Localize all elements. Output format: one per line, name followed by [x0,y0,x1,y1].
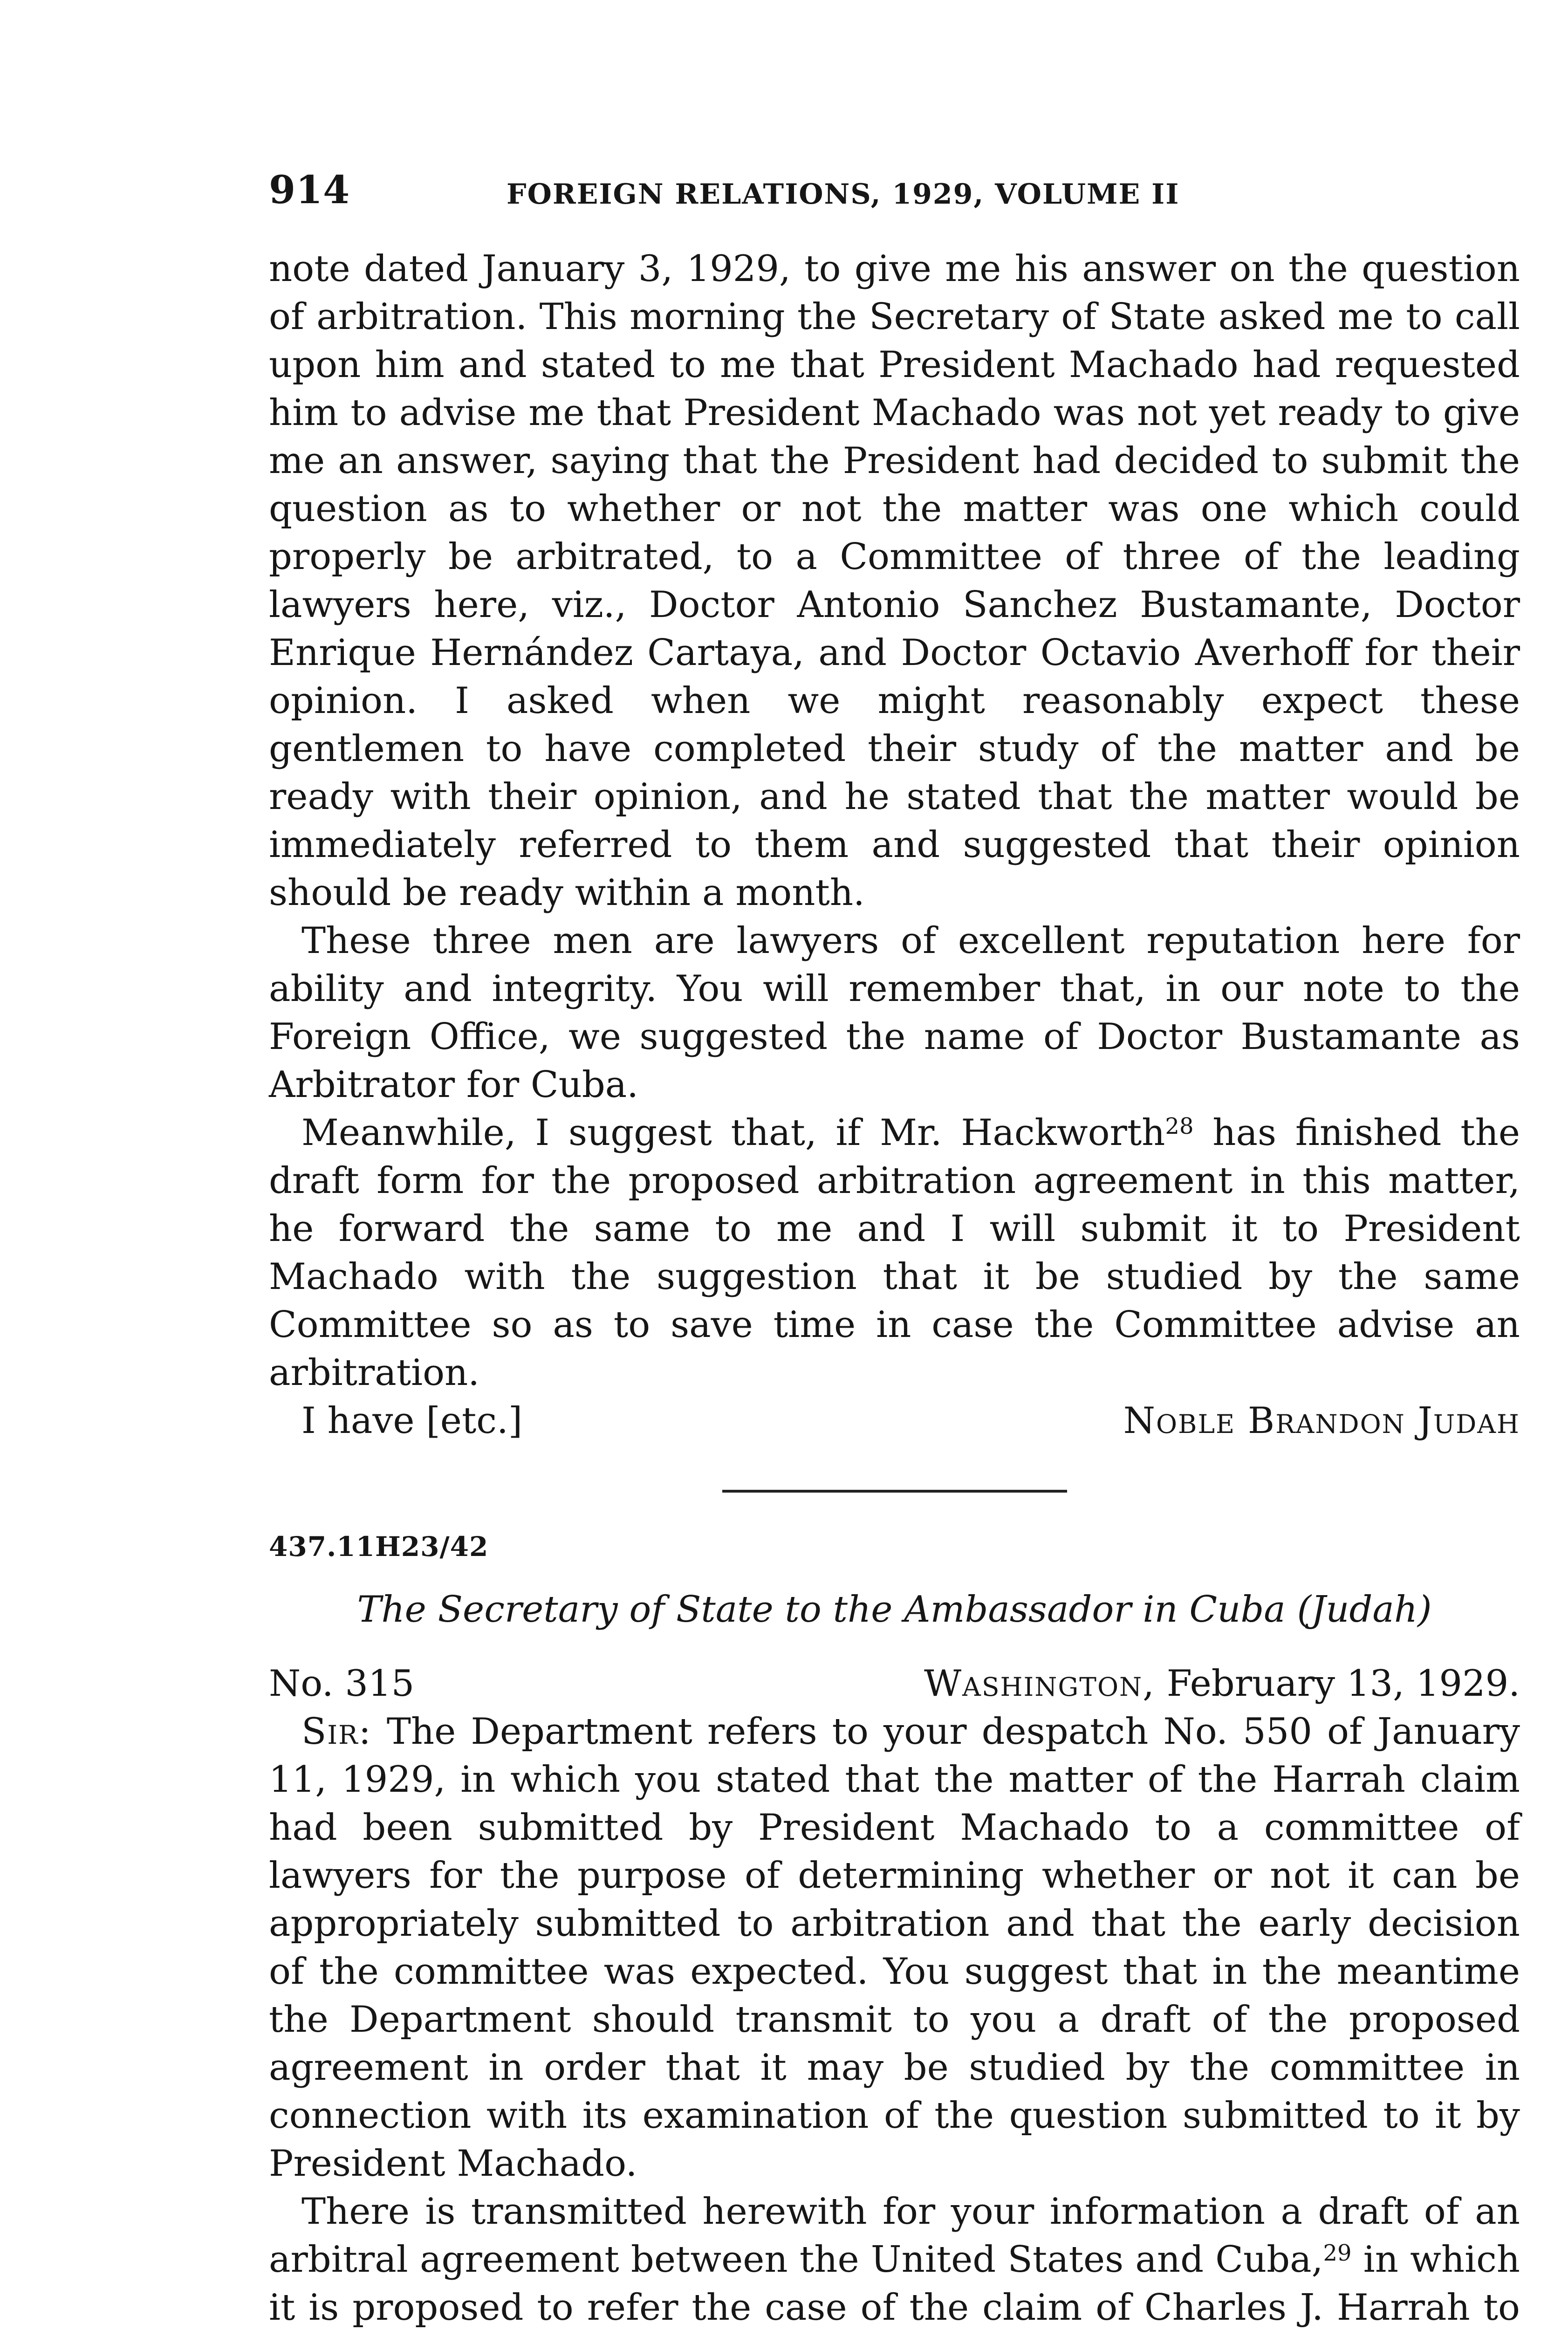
paragraph-text: Meanwhile, I suggest that, if Mr. Hackworth [301,1112,1165,1154]
document-paragraph [269,1708,1520,2188]
closing-line [269,1397,1520,1445]
letter-paragraph: note dated January 3, 1929, to give me his answer on the question of arbitration. This morning the Secretary of State asked me to call upon him and stated to me that President Machado had requested him to advise me that President Machado was not yet ready to give me an answer, saying that the President had decided to submit the question as to whether or not the matter was one which could properly be arbitrated, to a Committee of three of the leading lawyers here, viz., Doctor Antonio Sanchez Bustamante, Doctor Enrique Hernández Cartaya, and Doctor Octavio Averhoff for their opinion. I asked when we might reasonably expect these gentlemen to have completed their study of the matter and be ready with their opinion, and he stated that the matter would be immediately referred to them and suggested that their opinion should be ready within a month. [269,248,1520,914]
section-divider [722,1490,1067,1493]
signature: Noble Brandon Judah [1123,1400,1520,1442]
file-number: 437.11H23/42 [269,1531,489,1562]
document-heading: The Secretary of State to the Ambassador in Cuba (Judah) [357,1589,1432,1631]
document-number: No. 315 [269,1663,415,1705]
footnote-reference: 29 [1323,2240,1352,2266]
running-head [269,168,1520,219]
place-date [924,1660,1520,1708]
letter-paragraph: These three men are lawyers of excellent reputation here for ability and integrity. You will remember that, in our note to the Foreign Office, we suggested the name of Doctor Bustamante as Arbitrator for Cuba. [269,920,1520,1106]
page-number: 914 [269,168,350,212]
letter-paragraph [269,1109,1520,1397]
document-page [269,168,1520,2330]
dateline [269,1660,1520,1708]
running-title: FOREIGN RELATIONS, 1929, VOLUME II [507,178,1180,211]
closing-formula: I have [etc.] [301,1400,523,1442]
document-paragraph [269,2188,1520,2330]
place: Washington, [924,1663,1155,1705]
paragraph-text: has finished the draft form for the proposed arbitration agreement in this matter, he forward the same to me and I will submit it to President Machado with the suggestion that it be studied by the same Committee so as to save time in case the Committee advise an arbitration. [269,1112,1520,1394]
date: February 13, 1929. [1155,1663,1520,1705]
paragraph-text: The Department refers to your despatch No. 550 of January 11, 1929, in which you stated that the matter of the Harrah claim had been submitted by President Machado to a committee of lawyers for the purpose of determining whether or not it can be appropriately submitted to arbitration and that the early decision of the committee was expected. You suggest that in the meantime the Department should transmit to you a draft of the proposed agreement in order that it may be studied by the committee in connection with its examination of the question submitted to it by President Machado. [269,1711,1520,2185]
footnote-reference: 28 [1165,1113,1194,1139]
paragraph-text: in which it is proposed to refer the case of the claim of Charles J. Harrah to [269,2239,1520,2329]
paragraph-text: There is transmitted herewith for your information a draft of an arbitral agreement between the United States and Cuba, [269,2191,1520,2281]
salutation: Sir: [301,1711,372,1753]
